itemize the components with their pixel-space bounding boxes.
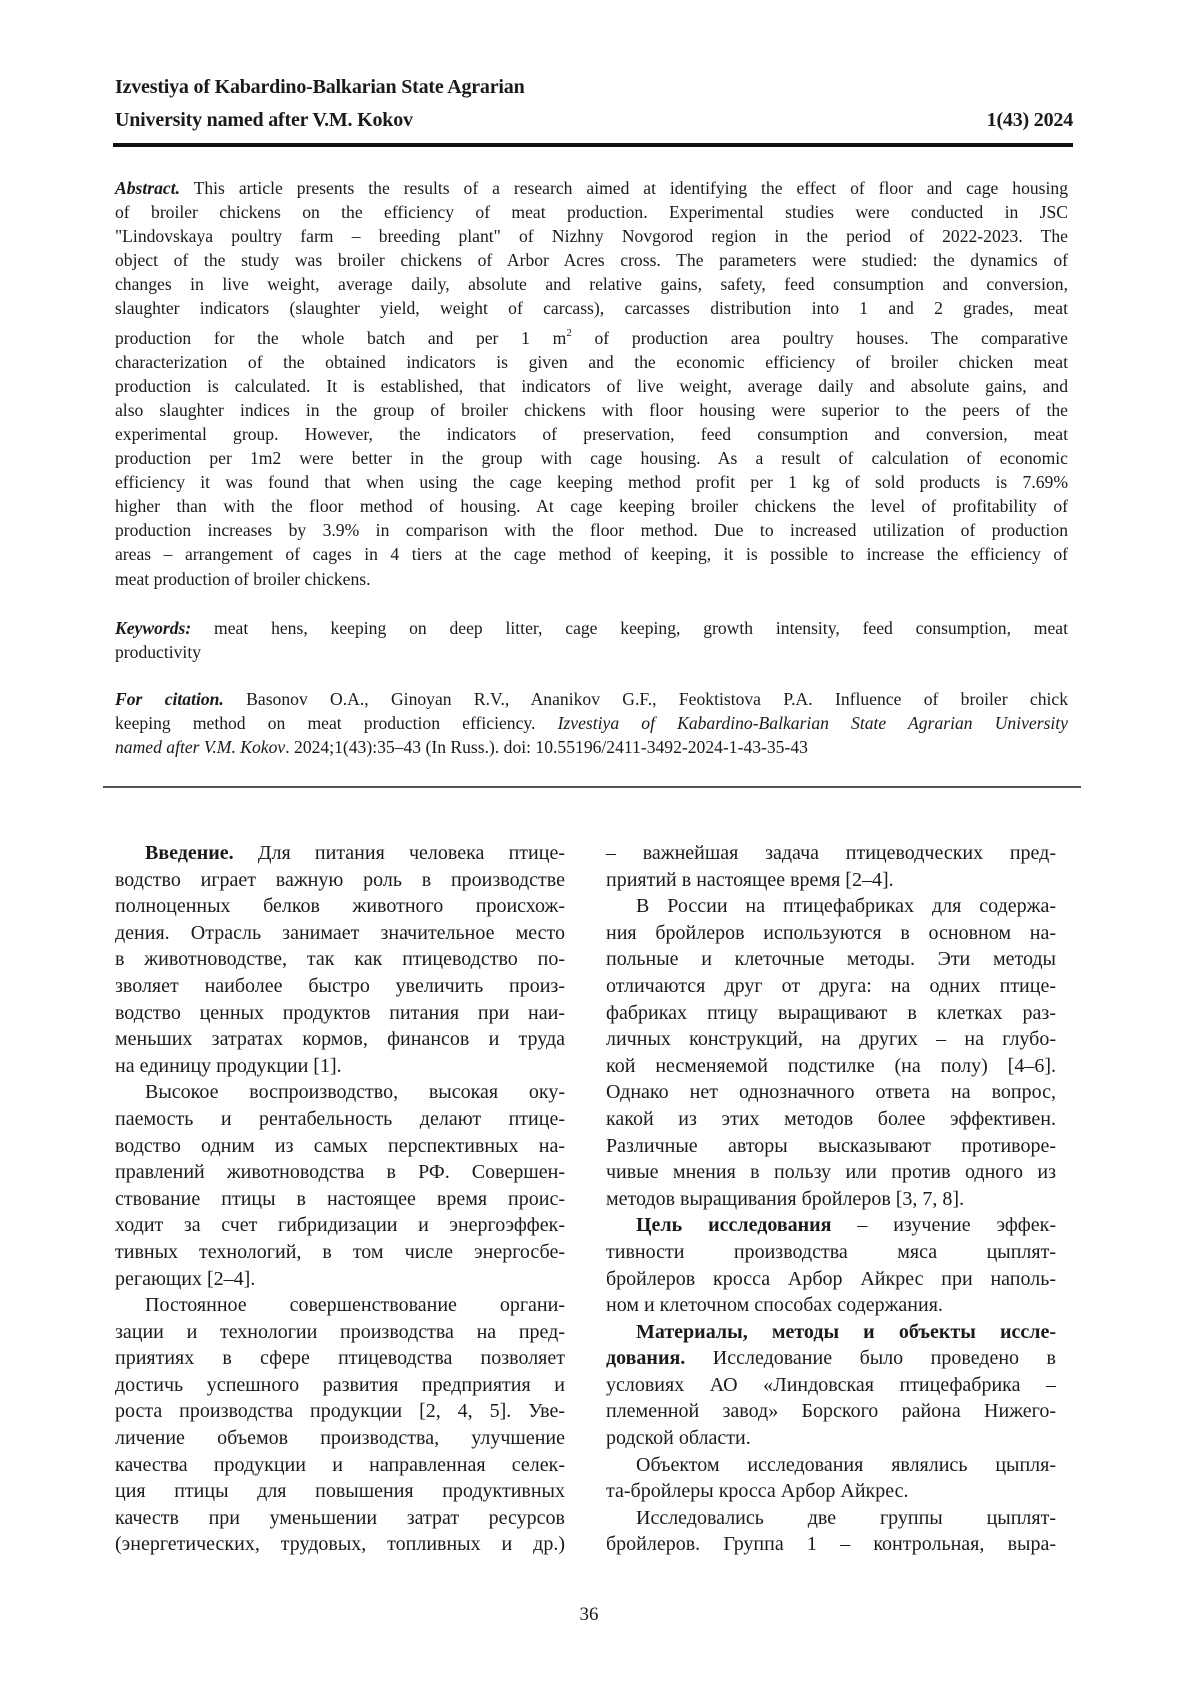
text-line xyxy=(606,1133,1056,1160)
text-line xyxy=(115,1266,565,1293)
citation xyxy=(115,687,1068,759)
text-run: – изучение эффек- xyxy=(831,1214,1056,1236)
text-run: Различные авторы высказывают противоре- xyxy=(606,1135,1056,1157)
text-line xyxy=(606,1026,1056,1053)
body-column-left xyxy=(115,840,565,1558)
abstract xyxy=(115,176,1068,591)
text-line xyxy=(606,946,1056,973)
header-rule xyxy=(113,143,1073,147)
text-run: бройлеров кросса Арбор Айкрес при наполь- xyxy=(606,1268,1056,1290)
text-line xyxy=(606,1212,1056,1239)
text-line xyxy=(115,1026,565,1053)
text-line xyxy=(115,1425,565,1452)
text-line xyxy=(115,1478,565,1505)
text-line xyxy=(115,1000,565,1027)
text-run: роста производства продукции [2, 4, 5]. Уве- xyxy=(115,1400,565,1422)
text-line xyxy=(115,224,1068,248)
text-run: отличаются друг от друга: на одних птице- xyxy=(606,975,1056,997)
text-line xyxy=(606,1452,1056,1479)
text-line xyxy=(115,687,1068,711)
text-line xyxy=(606,1159,1056,1186)
issue-number: 1(43) 2024 xyxy=(987,109,1073,132)
text-line xyxy=(115,1212,565,1239)
text-run: полноценных белков животного происхож- xyxy=(115,895,565,917)
run-in-heading: Abstract. xyxy=(115,178,180,198)
text-run: приятиях в сфере птицеводства позволяет xyxy=(115,1347,565,1369)
text-line xyxy=(606,1186,1056,1213)
text-run: This article presents the results of a research aimed at identifying the effect of floor and cage housing xyxy=(180,178,1068,198)
section-divider xyxy=(103,786,1081,788)
text-run: Basonov O.A., Ginoyan R.V., Ananikov G.F., Feoktistova P.A. Influence of broiler chick xyxy=(224,689,1068,709)
text-line xyxy=(606,1398,1056,1425)
run-in-heading: дования. xyxy=(606,1347,685,1369)
text-run: меньших затратах кормов, финансов и труда xyxy=(115,1028,565,1050)
text-line xyxy=(115,1345,565,1372)
text-line xyxy=(115,1053,565,1080)
text-run: object of the study was broiler chickens of Arbor Acres cross. The parameters were studied: the dynamics of xyxy=(115,250,1068,270)
text-line xyxy=(115,200,1068,224)
text-run: production is calculated. It is established, that indicators of live weight, average daily and absolute gains, and xyxy=(115,376,1068,396)
text-line xyxy=(115,272,1068,296)
text-line xyxy=(606,1266,1056,1293)
text-run: Однако нет однозначного ответа на вопрос, xyxy=(606,1081,1056,1103)
text-run: (энергетических, трудовых, топливных и др.) xyxy=(115,1533,565,1555)
text-line xyxy=(606,1053,1056,1080)
text-line xyxy=(115,248,1068,272)
text-line xyxy=(115,1292,565,1319)
text-run: приятий в настоящее время [2–4]. xyxy=(606,869,894,891)
text-line xyxy=(115,840,565,867)
text-run: водство ценных продуктов питания при наи- xyxy=(115,1002,565,1024)
text-run: Постоянное совершенствование органи- xyxy=(145,1294,565,1316)
text-run: на единицу продукции [1]. xyxy=(115,1055,342,1077)
page-number: 36 xyxy=(0,1604,1178,1626)
text-run: production for the whole batch and per 1 m xyxy=(115,328,566,348)
text-run: areas – arrangement of cages in 4 tiers at the cage method of keeping, it is possible to increase the efficiency of xyxy=(115,544,1068,564)
text-run: бройлеров. Группа 1 – контрольная, выра- xyxy=(606,1533,1056,1555)
text-run: водство играет важную роль в производстве xyxy=(115,869,565,891)
text-run: production per 1m2 were better in the group with cage housing. As a result of calculation of economic xyxy=(115,448,1068,468)
text-run: методов выращивания бройлеров [3, 7, 8]. xyxy=(606,1188,964,1210)
text-run: правлений животноводства в РФ. Совершен- xyxy=(115,1161,565,1183)
text-run: качества продукции и направленная селек- xyxy=(115,1454,565,1476)
text-line xyxy=(115,1186,565,1213)
text-line xyxy=(115,1106,565,1133)
text-run: ния бройлеров используются в основном на- xyxy=(606,922,1056,944)
run-in-heading: Материалы, методы и объекты иссле- xyxy=(636,1321,1056,1343)
text-run: slaughter indicators (slaughter yield, weight of carcass), carcasses distribution into 1 and 2 grades, meat xyxy=(115,298,1068,318)
text-line xyxy=(115,518,1068,542)
text-line xyxy=(115,1239,565,1266)
text-run: characterization of the obtained indicators is given and the economic efficiency of broiler chicken meat xyxy=(115,352,1068,372)
text-run: ствование птицы в настоящее время проис- xyxy=(115,1188,565,1210)
text-run: – важнейшая задача птицеводческих пред- xyxy=(606,842,1056,864)
text-line xyxy=(115,470,1068,494)
text-run: зации и технологии производства на пред- xyxy=(115,1321,565,1343)
text-line xyxy=(606,1000,1056,1027)
text-run: Объектом исследования являлись цыпля- xyxy=(636,1454,1056,1476)
text-run: Исследовались две группы цыплят- xyxy=(636,1507,1056,1529)
text-line xyxy=(115,1398,565,1425)
text-line xyxy=(115,1079,565,1106)
text-run: named after V.M. Kokov xyxy=(115,737,285,757)
text-line xyxy=(115,1372,565,1399)
text-run: experimental group. However, the indicators of preservation, feed consumption and conversion, meat xyxy=(115,424,1068,444)
keywords xyxy=(115,616,1068,664)
text-line xyxy=(115,1319,565,1346)
text-run: of broiler chickens on the efficiency of meat production. Experimental studies were conducted in JSC xyxy=(115,202,1068,222)
text-run: . 2024;1(43):35–43 (In Russ.). doi: 10.55196/2411-3492-2024-1-43-35-43 xyxy=(285,737,808,757)
text-run: чивые мнения в пользу или против одного из xyxy=(606,1161,1056,1183)
text-line xyxy=(115,920,565,947)
text-line xyxy=(115,374,1068,398)
text-run: Высокое воспроизводство, высокая оку- xyxy=(145,1081,565,1103)
text-line xyxy=(606,1106,1056,1133)
text-line xyxy=(606,840,1056,867)
text-line xyxy=(606,893,1056,920)
body-column-right xyxy=(606,840,1056,1558)
text-run: тивных технологий, в том числе энергосбе- xyxy=(115,1241,565,1263)
text-run: also slaughter indices in the group of broiler chickens with floor housing were superior to the peers of the xyxy=(115,400,1068,420)
text-run: Исследование было проведено в xyxy=(685,1347,1056,1369)
run-in-heading: For citation. xyxy=(115,689,224,709)
run-in-heading: Цель исследования xyxy=(636,1214,831,1236)
text-line xyxy=(115,867,565,894)
text-run: тивности производства мяса цыплят- xyxy=(606,1241,1056,1263)
text-line xyxy=(115,296,1068,320)
text-line xyxy=(115,176,1068,200)
text-run: кой несменяемой подстилке (на полу) [4–6]. xyxy=(606,1055,1056,1077)
text-run: ция птицы для повышения продуктивных xyxy=(115,1480,565,1502)
text-line xyxy=(115,494,1068,518)
text-line xyxy=(115,350,1068,374)
text-run: какой из этих методов более эффективен. xyxy=(606,1108,1056,1130)
text-run: meat hens, keeping on deep litter, cage keeping, growth intensity, feed consumption, meat xyxy=(191,618,1068,638)
text-run: качеств при уменьшении затрат ресурсов xyxy=(115,1507,565,1529)
text-line xyxy=(606,1292,1056,1319)
run-in-heading: Keywords: xyxy=(115,618,191,638)
text-run: личных конструкций, на других – на глубо- xyxy=(606,1028,1056,1050)
text-run: "Lindovskaya poultry farm – breeding plant" of Nizhny Novgorod region in the period of 2022-2023. The xyxy=(115,226,1068,246)
text-line xyxy=(115,542,1068,566)
superscript: 2 xyxy=(566,327,572,339)
text-run: водство одним из самых перспективных на- xyxy=(115,1135,565,1157)
text-run: efficiency it was found that when using the cage keeping method profit per 1 kg of sold products is 7.69% xyxy=(115,472,1068,492)
text-run: meat production of broiler chickens. xyxy=(115,569,371,589)
text-line xyxy=(606,1531,1056,1558)
text-line xyxy=(115,1531,565,1558)
text-line xyxy=(606,1505,1056,1532)
text-run: higher than with the floor method of housing. At cage keeping broiler chickens the level of profitability of xyxy=(115,496,1068,516)
text-line xyxy=(606,1425,1056,1452)
text-line xyxy=(606,1239,1056,1266)
text-run: паемость и рентабельность делают птице- xyxy=(115,1108,565,1130)
text-line xyxy=(115,1452,565,1479)
text-run: племенной завод» Борского района Нижего- xyxy=(606,1400,1056,1422)
text-run: ходит за счет гибридизации и энергоэффек- xyxy=(115,1214,565,1236)
text-line xyxy=(115,711,1068,735)
text-line xyxy=(115,567,1068,591)
text-run: changes in live weight, average daily, absolute and relative gains, safety, feed consumption and conversion, xyxy=(115,274,1068,294)
text-line xyxy=(606,1079,1056,1106)
text-run: личение объемов производства, улучшение xyxy=(115,1427,565,1449)
text-line xyxy=(115,640,1068,664)
run-in-heading: Введение. xyxy=(145,842,234,864)
text-line xyxy=(606,867,1056,894)
text-run: польные и клеточные методы. Эти методы xyxy=(606,948,1056,970)
text-run: в животноводстве, так как птицеводство по- xyxy=(115,948,565,970)
text-run: Для питания человека птице- xyxy=(234,842,565,864)
text-line xyxy=(115,398,1068,422)
text-line xyxy=(606,1345,1056,1372)
text-line xyxy=(115,616,1068,640)
text-line xyxy=(115,1133,565,1160)
text-line xyxy=(115,735,1068,759)
text-line xyxy=(606,1372,1056,1399)
journal-title-line2: University named after V.M. Kokov xyxy=(115,109,413,132)
text-line xyxy=(115,422,1068,446)
text-line xyxy=(115,893,565,920)
text-run: keeping method on meat production efficiency. xyxy=(115,713,558,733)
text-line xyxy=(115,973,565,1000)
text-line xyxy=(606,1319,1056,1346)
text-run: зволяет наиболее быстро увеличить произ- xyxy=(115,975,565,997)
text-run: ном и клеточном способах содержания. xyxy=(606,1294,943,1316)
text-run: В России на птицефабриках для содержа- xyxy=(636,895,1056,917)
text-line xyxy=(606,1478,1056,1505)
text-run: та-бройлеры кросса Арбор Айкрес. xyxy=(606,1480,909,1502)
text-line xyxy=(115,321,1068,350)
text-line xyxy=(606,973,1056,1000)
text-line xyxy=(115,946,565,973)
text-run: дения. Отрасль занимает значительное место xyxy=(115,922,565,944)
text-run: условиях АО «Линдовская птицефабрика – xyxy=(606,1374,1056,1396)
text-line xyxy=(606,920,1056,947)
text-run: фабриках птицу выращивают в клетках раз- xyxy=(606,1002,1056,1024)
text-run: родской области. xyxy=(606,1427,751,1449)
text-line xyxy=(115,1159,565,1186)
text-line xyxy=(115,446,1068,470)
journal-title-line1: Izvestiya of Kabardino-Balkarian State Agrarian xyxy=(115,76,525,99)
text-line xyxy=(115,1505,565,1532)
text-run: productivity xyxy=(115,642,201,662)
text-run: production increases by 3.9% in comparison with the floor method. Due to increased utilization of production xyxy=(115,520,1068,540)
text-run: регающих [2–4]. xyxy=(115,1268,255,1290)
text-run: Izvestiya of Kabardino-Balkarian State Agrarian University xyxy=(558,713,1068,733)
text-run: of production area poultry houses. The comparative xyxy=(572,328,1068,348)
text-run: достичь успешного развития предприятия и xyxy=(115,1374,565,1396)
